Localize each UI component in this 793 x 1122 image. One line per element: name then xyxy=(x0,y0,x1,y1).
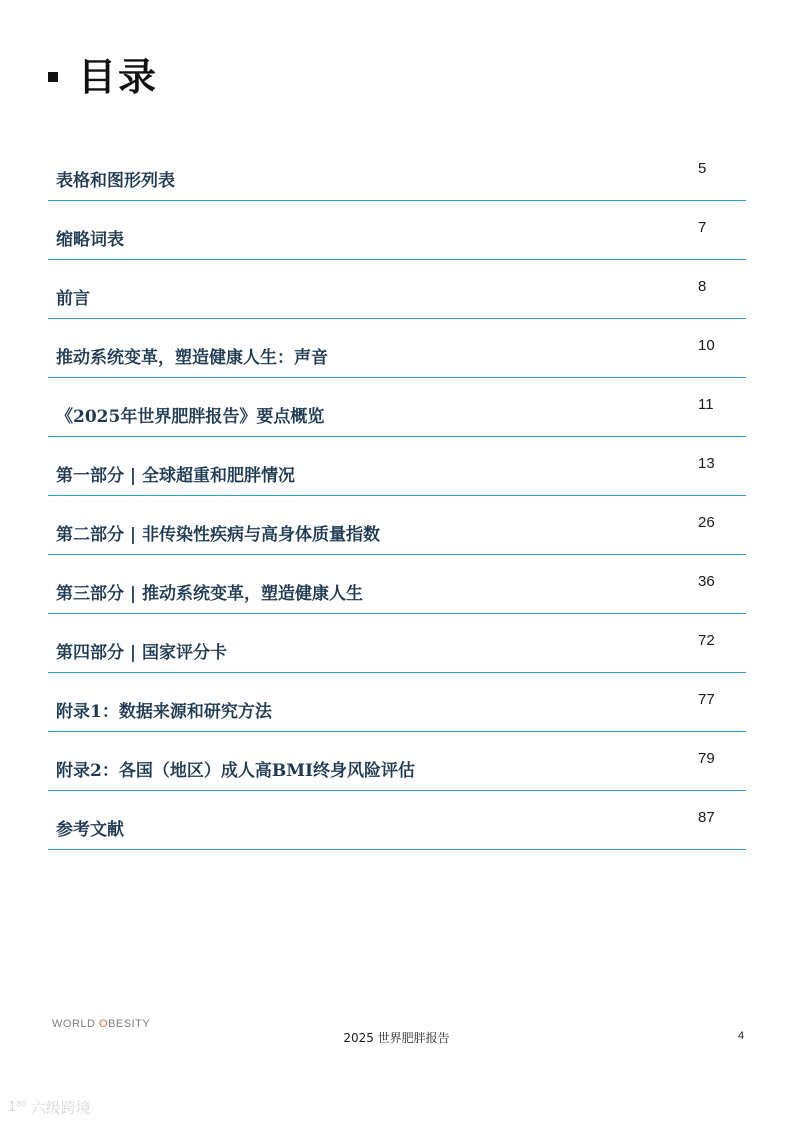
footer-page-number: 4 xyxy=(738,1030,745,1042)
toc-entry-label: 参考文献 xyxy=(56,820,124,840)
toc-entry-page: 36 xyxy=(698,573,715,590)
toc-entry[interactable] xyxy=(48,437,746,496)
toc-entry-label: 表格和图形列表 xyxy=(56,171,175,191)
toc-entry-label: 附录1：数据来源和研究方法 xyxy=(56,702,272,722)
world-obesity-logo: WORLD OBESITY xyxy=(52,1018,151,1030)
toc-entry-label: 第二部分 | 非传染性疾病与高身体质量指数 xyxy=(56,525,381,545)
toc-entry[interactable] xyxy=(48,555,746,614)
toc-entry-page: 7 xyxy=(698,219,707,236)
toc-entry[interactable] xyxy=(48,201,746,260)
toc-entry[interactable] xyxy=(48,732,746,791)
toc-entry[interactable] xyxy=(48,673,746,732)
toc-entry-label: 附录2：各国（地区）成人高BMI终身风险评估 xyxy=(56,761,415,781)
toc-entry-page: 11 xyxy=(698,396,714,413)
table-of-contents xyxy=(48,142,746,850)
toc-entry-page: 13 xyxy=(698,455,715,472)
toc-entry[interactable] xyxy=(48,791,746,850)
toc-entry-label: 推动系统变革，塑造健康人生：声音 xyxy=(56,348,328,368)
footer-report-title: 2025 世界肥胖报告 xyxy=(343,1031,450,1045)
toc-entry-label: 第四部分 | 国家评分卡 xyxy=(56,643,228,663)
toc-entry-page: 77 xyxy=(698,691,715,708)
toc-entry[interactable] xyxy=(48,614,746,673)
toc-entry[interactable] xyxy=(48,142,746,201)
toc-entry-page: 79 xyxy=(698,750,715,767)
toc-entry-page: 8 xyxy=(698,278,707,295)
watermark-text: 六级跨境 xyxy=(30,1099,91,1117)
toc-entry[interactable] xyxy=(48,260,746,319)
watermark-logo-icon: 1⁸⁰ xyxy=(8,1100,27,1115)
toc-entry[interactable] xyxy=(48,319,746,378)
toc-entry-page: 72 xyxy=(698,632,715,649)
heading-bullet xyxy=(48,72,58,82)
toc-entry[interactable] xyxy=(48,378,746,437)
toc-entry-label: 第三部分 | 推动系统变革，塑造健康人生 xyxy=(56,584,364,604)
toc-entry-page: 26 xyxy=(698,514,715,531)
page-title: 目录 xyxy=(78,54,159,99)
toc-entry[interactable] xyxy=(48,496,746,555)
watermark xyxy=(8,1097,91,1118)
toc-entry-label: 前言 xyxy=(56,289,90,309)
toc-entry-label: 缩略词表 xyxy=(56,230,124,250)
toc-entry-page: 5 xyxy=(698,160,707,177)
page-heading xyxy=(48,48,158,98)
toc-entry-label: 第一部分 | 全球超重和肥胖情况 xyxy=(56,466,296,486)
toc-entry-label: 《2025年世界肥胖报告》要点概览 xyxy=(56,407,325,427)
toc-entry-page: 10 xyxy=(698,337,715,354)
toc-entry-page: 87 xyxy=(698,809,715,826)
